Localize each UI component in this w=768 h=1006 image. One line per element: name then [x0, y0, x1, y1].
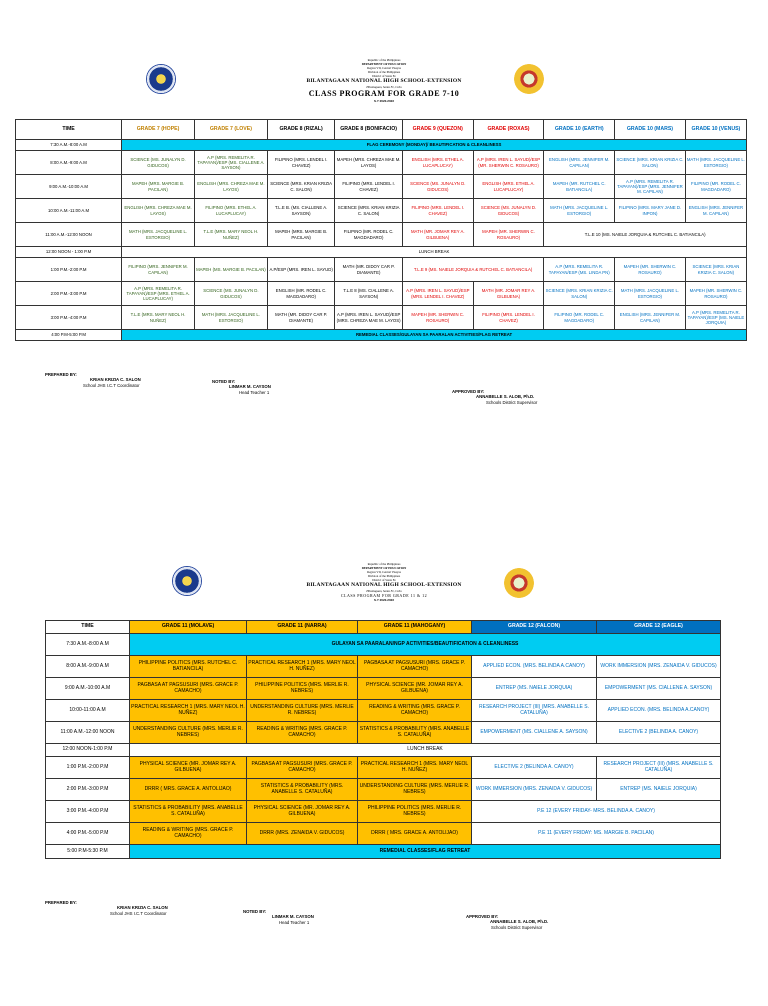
time-cell: 12:00 NOON - 1:00 P.M [16, 247, 122, 258]
class-cell: ENGLISH (MRS. JENNIFER M. CAPILAN) [544, 151, 615, 175]
merged-class-cell: P.E 12 (EVERY FRIDAY- MRS. BELINDA A. CANOY) [472, 801, 721, 823]
class-cell: WORK IMMERSION (MRS. ZENAIDA V. GIDUCOS) [472, 779, 597, 801]
lunch-break-band: LUNCH BREAK [122, 247, 747, 258]
class-cell: MATH (MR. JOMAR REY A. GILBUENA) [473, 282, 544, 306]
class-cell: FILIPINO (MR. RODEL C. MAGDADARO) [335, 223, 403, 247]
class-cell: FILIPINO (MRS. LENDEL I. CHAVEZ) [473, 306, 544, 330]
class-cell: MAPEH (MRS. MARGIE B. PACILAN) [122, 175, 195, 199]
time-cell: 9:00 A.M.-10:00 A.M [16, 175, 122, 199]
class-cell: MATH (MRS. JACQUELINE L. ESTORGIO) [122, 223, 195, 247]
class-cell: SCIENCE (MRS. KRIAN KRIZIA C. SALON) [615, 151, 686, 175]
column-header: GRADE 12 (EAGLE) [597, 621, 721, 634]
merged-class-cell: T.L.E 9 (MS. NAIELE JORQUIA & RUTCHEL C. BATIANCILA) [402, 258, 543, 282]
class-cell: PAGBASA AT PAGSUSURI (MRS. GRACE P. CAMACHO) [130, 678, 247, 700]
lunch-break-band: LUNCH BREAK [130, 744, 721, 757]
time-cell: 8:00 A.M.-9:00 A.M [16, 151, 122, 175]
class-cell: MAPEH (MR. SHERWIN C. ROSAURO) [473, 223, 544, 247]
class-cell: FILIPINO (MR. RODEL C. MAGDADARO) [685, 175, 746, 199]
column-header: TIME [46, 621, 130, 634]
class-cell: EMPOWERMENT (MS. CIALLENE A. SAYSON) [597, 678, 721, 700]
class-cell: A.P (MRS. IREN L. SAYUD)/ESP (MR. SHERWIN C. ROSAURO) [473, 151, 544, 175]
time-cell: 3:00 P.M.-4:00 P.M [16, 306, 122, 330]
table-header-row [46, 621, 721, 634]
class-cell: ENTREP (MS. NAIELE JORQUIA) [597, 779, 721, 801]
time-cell: 1:00 P.M.-2:00 P.M [46, 757, 130, 779]
noted-by-block [212, 379, 271, 395]
class-program-grade-7-10 [0, 0, 768, 500]
republic-line: Republic of the Philippines [367, 562, 401, 566]
approved-name: ANNABELLE S. ALOB, Ph.D. [476, 394, 535, 400]
class-cell: MAPEH (MR. SHERWIN C. ROSAURO) [685, 282, 746, 306]
class-cell: A.P/ESP (MRS. IREN L. SAYUD) [267, 258, 335, 282]
table-row [46, 823, 721, 845]
table-row [46, 744, 721, 757]
region-line: Region VII, Central Visayas [367, 66, 401, 70]
approved-by-block [466, 914, 548, 930]
noted-name: LINMAR M. CAYSON [272, 914, 314, 920]
class-cell: MAPEH (MR. SHERWIN C. ROSAURO) [402, 306, 473, 330]
noted-by-block [243, 909, 314, 925]
time-cell: 4:00 P.M-5:00 P.M [16, 330, 122, 341]
class-cell: MAPEH (MRS. MARGIE B. PACILAN) [267, 223, 335, 247]
time-cell: 11:00 A.M.-12:00 NOON [16, 223, 122, 247]
class-cell: WORK IMMERSION (MRS. ZENAIDA V. GIDUCOS) [597, 656, 721, 678]
class-cell: ENGLISH (MRS. JENNIFER M. CAPILAN) [685, 199, 746, 223]
class-cell: RESEARCH PROJECT (III) (MRS. ANABELLE S. CATALUÑA) [597, 757, 721, 779]
time-cell: 8:00 A.M.-9:00 A.M [46, 656, 130, 678]
table-row [16, 330, 747, 341]
column-header: GRADE 10 (EARTH) [544, 120, 615, 140]
activity-band: GULAYAN SA PAARALAN/NGP ACTIVITIES/BEAUTIFICATION & CLEANLINESS [130, 634, 721, 656]
class-cell: FILIPINO (MRS. ETHEL A. LUCAPLUCAY) [194, 199, 267, 223]
class-cell: APPLIED ECON. (MRS. BELINDA A.CANOY) [597, 700, 721, 722]
division-line: Division of the Philippines [367, 574, 401, 578]
column-header: GRADE 7 (LOVE) [194, 120, 267, 140]
division-line: Division of the Philippines [367, 70, 401, 74]
time-cell: 7:30 A.M.-8:00 A.M [46, 634, 130, 656]
column-header: GRADE 11 (MAHOGANY) [358, 621, 472, 634]
column-header: GRADE 8 (RIZAL) [267, 120, 335, 140]
class-cell: FILIPINO (MRS. LENDEL I. CHAVEZ) [335, 175, 403, 199]
table-row [16, 223, 747, 247]
approved-role: Schools District Supervisor [486, 399, 538, 405]
class-cell: ENGLISH (MRS. ETHEL A. LUCAPLUCAY) [473, 175, 544, 199]
table-row [46, 845, 721, 859]
school-address: Hilantagaan, Santa Fe, Cebu [366, 85, 402, 89]
class-cell: READING & WRITING (MRS. GRACE P. CAMACHO) [130, 823, 247, 845]
class-cell: MATH (MR. JOMAR REY A. GILBUENA) [402, 223, 473, 247]
prepared-name: KRIAN KRIZIA C. SALON [90, 377, 141, 383]
school-name: BILANTAGAAN NATIONAL HIGH SCHOOL-EXTENSION [306, 582, 462, 588]
table-row [16, 258, 747, 282]
class-cell: READING & WRITING (MRS. GRACE P. CAMACHO) [247, 722, 358, 744]
class-cell: MAPEH (MR. RUTCHEL C. BATIANCILA) [544, 175, 615, 199]
class-cell: PHYSICAL SCIENCE (MR. JOMAR REY A. GILBUENA) [130, 757, 247, 779]
table-row [46, 757, 721, 779]
class-cell: PHILIPPINE POLITICS (MRS. RUTCHEL C. BATIANCILA) [130, 656, 247, 678]
time-cell: 11:00 A.M.-12:00 NOON [46, 722, 130, 744]
table-header-row [16, 120, 747, 140]
schedule-table [45, 620, 721, 859]
noted-role: Head Teacher 1 [279, 919, 310, 925]
class-cell: FILIPINO (MRS. MARY JANE D. INPON) [615, 199, 686, 223]
class-cell: EMPOWERMENT (MS. CIALLENE A. SAYSON) [472, 722, 597, 744]
class-cell: PRACTICAL RESEARCH 1 (MRS. MARY NEOL H. NUÑEZ) [130, 700, 247, 722]
approved-label: APPROVED BY: [466, 914, 499, 919]
class-cell: DRRR ( MRS. GRACE A. ANTOLIJAO) [130, 779, 247, 801]
time-cell: 2:00 P.M.-3:00 P.M [16, 282, 122, 306]
document-header [0, 562, 768, 602]
column-header: GRADE 12 (FALCON) [472, 621, 597, 634]
table-row [16, 306, 747, 330]
class-cell: A.P (MRS. REMELITA R. TAPAYAN/ESP (MS. LINDA PN) [544, 258, 615, 282]
time-cell: 10:00 A.M.-11:00 A.M [16, 199, 122, 223]
class-cell: SCIENCE (MS. JUNALYN D. GIDUCOS) [473, 199, 544, 223]
class-cell: A.P (MRS. REMELITA R. TAPAYAN)/ESP (MRS. JENNIFER M. CAPILAN) [615, 175, 686, 199]
column-header: GRADE 11 (NARRA) [247, 621, 358, 634]
class-cell: PAGBASA AT PAGSUSURI (MRS. GRACE P. CAMACHO) [358, 656, 472, 678]
time-cell: 10:00-11:00 A.M [46, 700, 130, 722]
page-title: CLASS PROGRAM FOR GRADE 7-10 [308, 89, 460, 98]
column-header: GRADE (ROXAS) [473, 120, 544, 140]
class-cell: MAPEH (MR. SHERWIN C. ROSAURO) [615, 258, 686, 282]
class-cell: MAPEH (MRS. CHREZA MAE M. LAYOS) [335, 151, 403, 175]
class-cell: A.P (MRS. REMELITA R. TAPAYAN)/ESP (MS. NAIELE JORQUIA) [685, 306, 746, 330]
class-cell: STATISTICS & PROBABILITY (MRS. ANABELLE S. CATALUÑA) [130, 801, 247, 823]
prepared-by-block [45, 900, 168, 916]
noted-role: Head Teacher 1 [239, 389, 270, 395]
class-cell: MATH (MRS. JACQUELINE L. ESTORGIO) [685, 151, 746, 175]
activity-band: REMEDIAL CLASSES/GULAYAN SA PAARALAN ACTIVITIES/FLAG RETREAT [122, 330, 747, 341]
class-cell: UNDERSTANDING CULTURE (MRS. MERLIE R. NEBRES) [130, 722, 247, 744]
table-row [46, 779, 721, 801]
class-cell: T.L.E B. (MS. CIALLENE A. SAYSON) [267, 199, 335, 223]
class-cell: SCIENCE (MRS. KRIAN KRIZIA C. SALON) [267, 175, 335, 199]
school-address: Hilantagaan, Santa Fe, Cebu [366, 589, 402, 593]
noted-name: LINMAR M. CAYSON [229, 384, 271, 390]
class-cell: READING & WRITING (MRS. GRACE P. CAMACHO) [358, 700, 472, 722]
class-cell: UNDERSTANDING CULTURE (MRS. MERLIE R. NEBRES) [247, 700, 358, 722]
class-cell: SCIENCE (MS. JUNALYN D. GIDUCOS) [194, 282, 267, 306]
school-year: S.Y 2022-2023 [374, 598, 394, 602]
table-row [16, 282, 747, 306]
activity-band: REMEDIAL CLASSES/FLAG RETREAT [130, 845, 721, 859]
table-row [46, 678, 721, 700]
class-cell: PRACTICAL RESEARCH 1 (MRS. MARY NEOL H. NUÑEZ) [358, 757, 472, 779]
class-cell: FILIPINO (MR. RODEL C. MAGDADARO) [544, 306, 615, 330]
column-header: TIME [16, 120, 122, 140]
class-cell: SCIENCE (MRS. KRIAN KRIZIA C. SALON) [685, 258, 746, 282]
prepared-role: School JHS I.C.T Coordinator [110, 910, 167, 916]
class-cell: A.P (MRS. IREN L. SAYUD)/ESP (MRS. LENDEL I. CHAVEZ) [402, 282, 473, 306]
school-year: S.Y 2022-2023 [374, 99, 394, 103]
prepared-label: PREPARED BY: [45, 372, 77, 377]
class-cell: FILIPINO (MRS. LENDEL I. CHAVEZ) [267, 151, 335, 175]
column-header: GRADE 9 (QUEZON) [402, 120, 473, 140]
class-cell: DRRR (MRS. ZENAIDA V. GIDUCOS) [247, 823, 358, 845]
column-header: GRADE 10 (VENUS) [685, 120, 746, 140]
table-row [16, 175, 747, 199]
class-cell: PAGBASA AT PAGSUSURI (MRS. GRACE P. CAMACHO) [247, 757, 358, 779]
class-cell: MAPEH (MS. MARGIE B. PACILAN) [194, 258, 267, 282]
class-cell: PHILIPPINE POLITICS (MRS. MERLIE R. NEBRES) [247, 678, 358, 700]
class-cell: MATH (MRS. JACQUELINE L. ESTORGIO) [544, 199, 615, 223]
column-header: GRADE 10 (MARS) [615, 120, 686, 140]
class-cell: ENTREP (MS. NAIELE JORQUIA) [472, 678, 597, 700]
prepared-role: School JHS I.C.T Coordinator [83, 382, 140, 388]
class-cell: UNDERSTANDING CULTURE (MRS. MERLIE R. NEBRES) [358, 779, 472, 801]
class-cell: PHYSICAL SCIENCE (MR. JOMAR REY A. GILBUENA) [247, 801, 358, 823]
class-cell: APPLIED ECON. (MRS. BELINDA A.CANOY) [472, 656, 597, 678]
class-cell: ENGLISH (MR. RODEL C. MAGDADARO) [267, 282, 335, 306]
table-row [16, 140, 747, 151]
table-row [46, 722, 721, 744]
approved-by-block [452, 389, 537, 405]
class-cell: MATH (MR. DIDOY CAR P. DIAMANTE) [335, 258, 403, 282]
time-cell: 12:00 NOON-1:00 P.M [46, 744, 130, 757]
class-cell: SCIENCE (MRS. KRIAN KRIZIA C. SALON) [335, 199, 403, 223]
prepared-by-block [45, 372, 141, 388]
class-cell: SCIENCE (MS. JUNALYN D. GIDUCOS) [402, 175, 473, 199]
column-header: GRADE 11 (MOLAVE) [130, 621, 247, 634]
time-cell: 4:00 P.M.-5:00 P.M [46, 823, 130, 845]
class-cell: ENGLISH (MRS. ETHEL A. LUCAPLUCAY) [402, 151, 473, 175]
document-header [0, 58, 768, 103]
class-cell: ELECTIVE 2 (BELINDA A. CANOY) [597, 722, 721, 744]
table-row [16, 199, 747, 223]
republic-line: Republic of the Philippines [367, 58, 401, 62]
activity-band: FLAG CEREMONY (MONDAY)/ BEAUTIFICATION & CLEANLINESS [122, 140, 747, 151]
class-cell: T.L.E (MRS. MARY NEOL H. NUÑEZ) [122, 306, 195, 330]
class-cell: A.P (MRS. IREN L. SAYUD)/ESP (MRS. CHREZA MAE M. LAYOS) [335, 306, 403, 330]
class-cell: RESEARCH PROJECT (III) (MRS. ANABELLE S. CATALUÑA) [472, 700, 597, 722]
table-row [16, 247, 747, 258]
table-row [46, 634, 721, 656]
class-cell: FILIPINO (MRS. JENNIFER M. CAPILAN) [122, 258, 195, 282]
class-cell: PHILIPPINE POLITICS (MRS. MERLIE R. NEBRES) [358, 801, 472, 823]
district-line: District of Santa Fe [372, 578, 396, 582]
class-cell: ENGLISH (MRS. CHREZA MAE M. LAYOS) [122, 199, 195, 223]
class-cell: PRACTICAL RESEARCH 1 (MRS. MARY NEOL H. NUÑEZ) [247, 656, 358, 678]
time-cell: 7:30 A.M.-8:00 A.M [16, 140, 122, 151]
class-cell: SCIENCE (MRS. KRIAN KRIZIA C. SALON) [544, 282, 615, 306]
region-line: Region VII, Central Visayas [367, 570, 401, 574]
class-cell: MATH (MRS. JACQUELINE L. ESTORGIO) [194, 306, 267, 330]
noted-label: NOTED BY: [243, 909, 267, 914]
class-cell: PHYSICAL SCIENCE (MR. JOMAR REY A. GILBUENA) [358, 678, 472, 700]
class-cell: STATISTICS & PROBABILITY (MRS. ANABELLE S. CATALUÑA) [247, 779, 358, 801]
page-title: CLASS PROGRAM FOR GRADE 11 & 12 [340, 593, 428, 598]
approved-name: ANNABELLE S. ALOB, Ph.D. [490, 919, 549, 925]
column-header: GRADE 8 (BONIFACIO) [335, 120, 403, 140]
prepared-label: PREPARED BY: [45, 900, 77, 905]
noted-label: NOTED BY: [212, 379, 236, 384]
class-cell: STATISTICS & PROBABILITY (MRS. ANABELLE S. CATALUÑA) [358, 722, 472, 744]
class-cell: ENGLISH (MRS. CHREZA MAE M. LAYOS) [194, 175, 267, 199]
table-row [46, 801, 721, 823]
school-name: BILANTAGAAN NATIONAL HIGH SCHOOL-EXTENSION [306, 78, 462, 84]
department-line: DEPARTMENT OF EDUCATION [361, 62, 407, 66]
class-cell: T.L.E 8 (MS. CIALLENE A. SAYSON) [335, 282, 403, 306]
table-row [16, 151, 747, 175]
time-cell: 1:00 P.M.-2:00 P.M [16, 258, 122, 282]
class-cell: A.P (MRS. REMELITA R. TAPAYAN)/ESP (MRS. ETHEL A. LUCAPLUCAY) [122, 282, 195, 306]
table-row [46, 700, 721, 722]
class-cell: ENGLISH (MRS. JENNIFER M. CAPILAN) [615, 306, 686, 330]
time-cell: 3:00 P.M.-4:00 P.M [46, 801, 130, 823]
time-cell: 2:00 P.M.-3:00 P.M [46, 779, 130, 801]
class-cell: A.P (MRS. REMELITA R. TAPAYAN)/ESP (MS. CIALLENE A. SAYSON) [194, 151, 267, 175]
schedule-table [15, 119, 747, 341]
approved-label: APPROVED BY: [452, 389, 485, 394]
prepared-name: KRIAN KRIZIA C. SALON [117, 905, 168, 911]
column-header: GRADE 7 (HOPE) [122, 120, 195, 140]
merged-class-cell: P.E 11 (EVERY FRIDAY: MS. MARGIE B. PACILAN) [472, 823, 721, 845]
time-cell: 9:00 A.M.-10:00 A.M [46, 678, 130, 700]
class-cell: SCIENCE (MS. JUNALYN D. GIDUCOS) [122, 151, 195, 175]
class-cell: ELECTIVE 2 (BELINDA A. CANOY) [472, 757, 597, 779]
approved-role: Schools District Supervisor [491, 924, 543, 930]
class-cell: DRRR ( MRS. GRACE A. ANTOLIJAO) [358, 823, 472, 845]
class-cell: MATH (MR. DIDOY CAR P. DIAMANTE) [267, 306, 335, 330]
class-program-grade-11-12 [0, 500, 768, 1006]
district-line: District of Santa Fe [372, 74, 396, 78]
class-cell: MATH (MRS. JACQUELINE L. ESTORGIO) [615, 282, 686, 306]
class-cell: T.L.E (MRS. MARY NEOL H. NUÑEZ) [194, 223, 267, 247]
merged-class-cell: T.L.E 10 (MS. NAIELE JORQUIA & RUTCHEL C. BATIANCILA) [544, 223, 747, 247]
table-row [46, 656, 721, 678]
time-cell: 5:00 P.M-5:30 P.M [46, 845, 130, 859]
class-cell: FILIPINO (MRS. LENDEL I. CHAVEZ) [402, 199, 473, 223]
department-line: DEPARTMENT OF EDUCATION [361, 566, 407, 570]
